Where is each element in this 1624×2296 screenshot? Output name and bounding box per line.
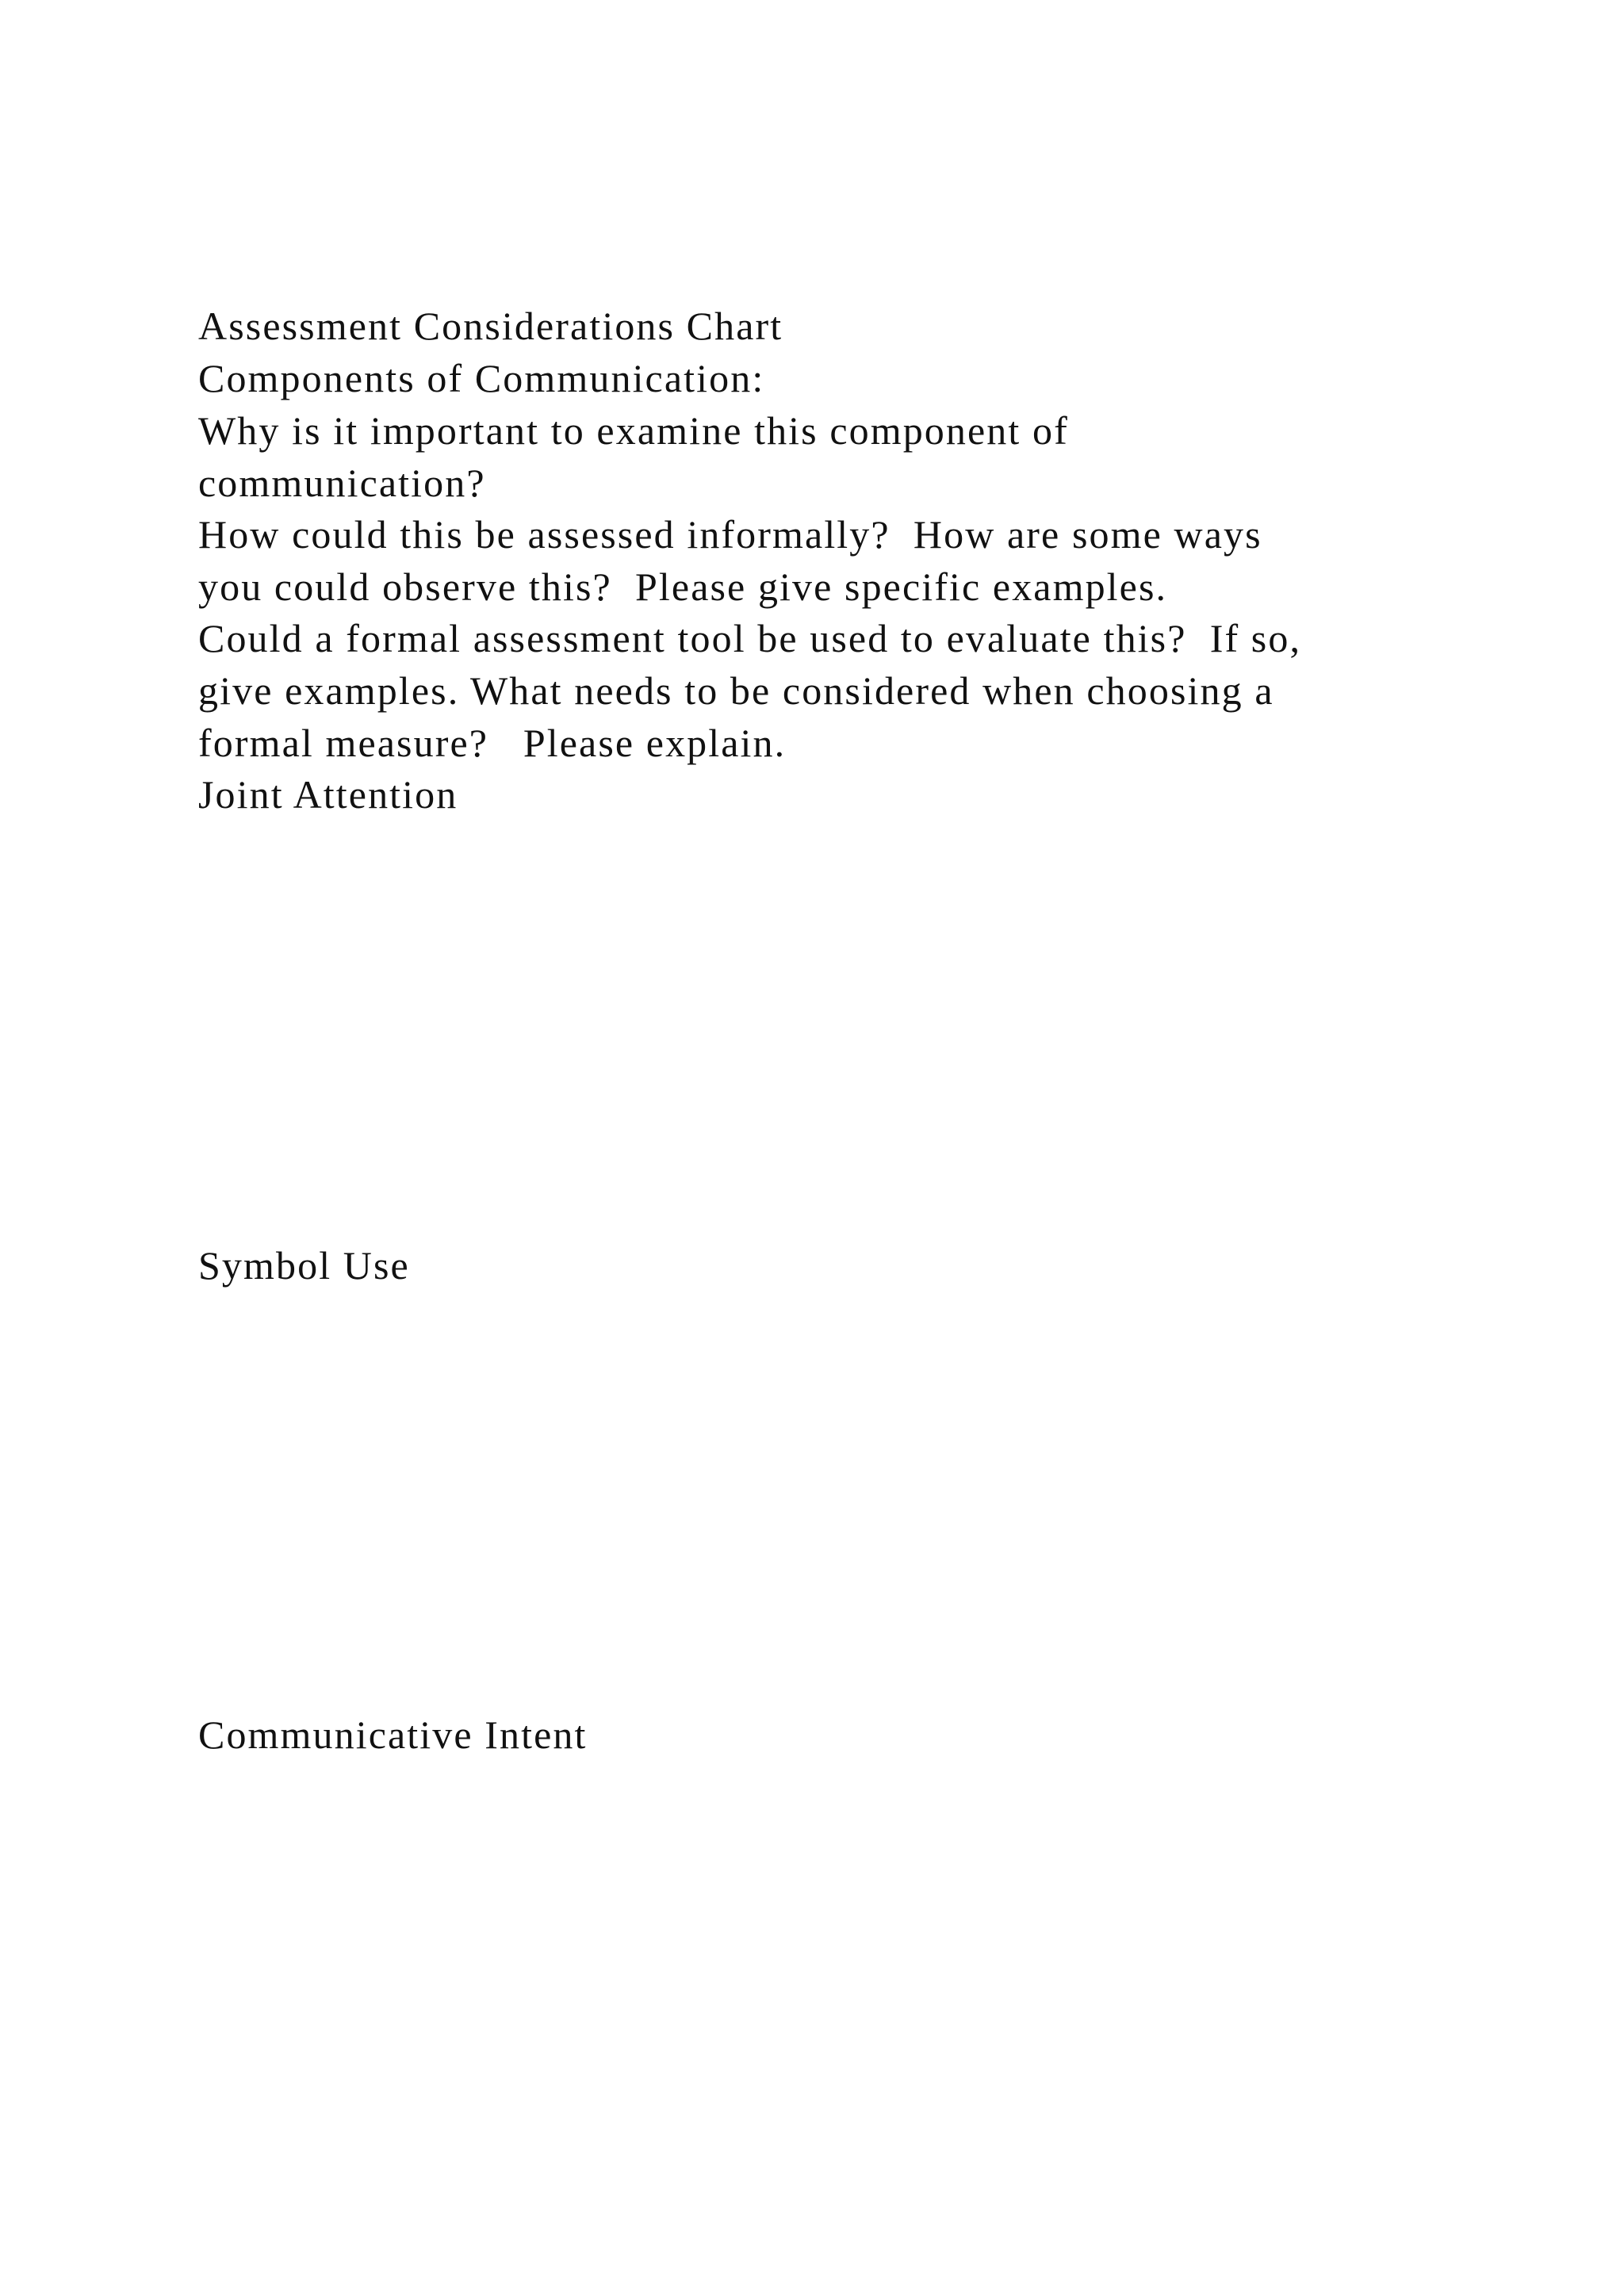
- question-formal-line-3: formal measure? Please explain.: [198, 721, 787, 765]
- question-informal-line-1: How could this be assessed informally? How are some ways: [198, 512, 1262, 557]
- component-symbol-use: Symbol Use: [198, 1243, 410, 1288]
- question-importance-line-2: communication?: [198, 461, 486, 505]
- document-title: Assessment Considerations Chart: [198, 304, 783, 348]
- question-importance-line-1: Why is it important to examine this component of: [198, 408, 1069, 453]
- component-communicative-intent: Communicative Intent: [198, 1712, 588, 1757]
- question-informal-line-2: you could observe this? Please give specific examples.: [198, 564, 1168, 609]
- component-joint-attention: Joint Attention: [198, 772, 458, 817]
- question-formal-line-1: Could a formal assessment tool be used to evaluate this? If so,: [198, 616, 1302, 660]
- column-heading-components: Components of Communication:: [198, 356, 765, 400]
- question-formal-line-2: give examples. What needs to be considered when choosing a: [198, 668, 1274, 713]
